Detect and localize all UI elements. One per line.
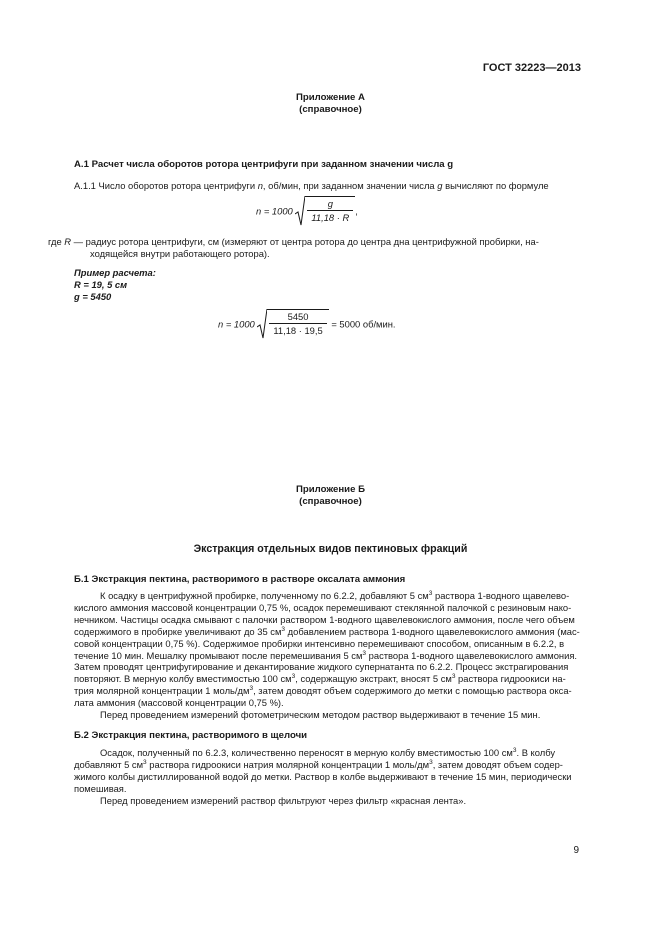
where-clause bbox=[48, 236, 583, 260]
appendix-a-subtitle: (справочное) bbox=[299, 104, 362, 115]
formula-2 bbox=[218, 309, 396, 339]
b2-line-2: жимого колбы дистиллированной водой до метки. Раствор в колбе выдерживают в течение 15 мин, периодически bbox=[74, 770, 572, 782]
formula-2-denominator: 11,18 · 19,5 bbox=[273, 325, 323, 336]
a11-prefix: А.1.1 Число оборотов ротора центрифуги bbox=[74, 180, 258, 191]
where-text: — радиус ротора центрифуги, см (измеряют от центра ротора до центра дна центрифужной пробирки, на- bbox=[71, 236, 539, 247]
b2-line-3: помешивая. bbox=[74, 782, 127, 794]
sqrt-sign-2 bbox=[257, 309, 328, 339]
formula-1-lhs: n = 1000 bbox=[256, 205, 293, 217]
paragraph-a11 bbox=[74, 180, 549, 191]
formula-1-numerator: g bbox=[307, 198, 353, 211]
b1-last-line: Перед проведением измерений фотометрическим методом раствор выдерживают в течение 15 мин. bbox=[100, 709, 541, 721]
section-b2-body bbox=[74, 747, 582, 807]
page-number: 9 bbox=[573, 845, 579, 856]
b2-last-line: Перед проведением измерений раствор фильтруют через фильтр «красная лента». bbox=[100, 794, 467, 806]
b1-line-9: лата аммония (массовой концентрации 0,75 %). bbox=[74, 697, 284, 709]
formula-1-denominator: 11,18 · R bbox=[311, 212, 350, 223]
formula-2-numerator: 5450 bbox=[269, 311, 326, 324]
b1-line-1: кислого аммония массовой концентрации 0,75 %, осадок перемешивают стеклянной палочкой с резиновым нако- bbox=[74, 601, 572, 613]
section-b2-heading: Б.2 Экстракция пектина, растворимого в щелочи bbox=[74, 730, 308, 741]
b1-line-2: нечником. Частицы осадка смывают с палочки раствором 1-водного щавелевокислого аммония, после чего объем bbox=[74, 613, 575, 625]
where-text-2: ходящейся внутри работающего ротора). bbox=[90, 248, 270, 259]
example-r: R = 19, 5 см bbox=[74, 279, 128, 290]
example-label: Пример расчета: bbox=[74, 267, 156, 278]
example-g: g = 5450 bbox=[74, 291, 112, 302]
b1-line-7: повторяют. В мерную колбу вместимостью 100 $см^3$, содержащую экстракт, вносят 5 $см^3$ раствора гидроокиси на- bbox=[74, 673, 566, 685]
formula-2-result: = 5000 об/мин. bbox=[331, 318, 396, 330]
section-a1-heading: А.1 Расчет числа оборотов ротора центрифуги при заданном значении числа g bbox=[74, 159, 454, 170]
where-prefix: где bbox=[48, 236, 65, 247]
section-b1-body bbox=[74, 590, 582, 721]
b1-line-0: К осадку в центрифужной пробирке, полученному по 6.2.2, добавляют 5 $см^3$ раствора 1-водного щавелево- bbox=[100, 590, 570, 601]
formula-1-tail: , bbox=[355, 205, 358, 217]
appendix-b-main-heading: Экстракция отдельных видов пектиновых фракций bbox=[193, 543, 468, 555]
a11-mid: , об/мин, при заданном значении числа bbox=[262, 180, 438, 191]
var-n: n bbox=[257, 180, 263, 191]
a11-suffix: вычисляют по формуле bbox=[442, 180, 549, 191]
b2-line-1: добавляют 5 $см^3$ раствора гидроокиси натрия молярной концентрации 1 моль/$дм^3$, затем доводят объем содер- bbox=[74, 758, 563, 770]
b1-line-3: содержимого в пробирке увеличивают до 35 $см^3$ добавлением раствора 1-водного щавелевокислого аммония (мас- bbox=[74, 625, 580, 637]
b1-line-6: Затем проводят центрифугирование и декантирование жидкого супернатанта по 6.2.2. Процесс экстрагирования bbox=[74, 661, 569, 673]
where-var-r: R bbox=[64, 236, 72, 247]
sqrt-sign bbox=[295, 196, 355, 226]
document-code: ГОСТ 32223—2013 bbox=[482, 62, 581, 74]
formula-1 bbox=[256, 196, 358, 226]
b1-line-5: течение 10 мин. Мешалку промывают после перемешивания 5 $см^3$ раствора 1-водного щавелевокислого аммония. bbox=[74, 649, 578, 661]
b2-line-0: Осадок, полученный по 6.2.3, количественно переносят в мерную колбу вместимостью 100 $см^3$. В колбу bbox=[100, 747, 556, 758]
appendix-a-title: Приложение А bbox=[296, 92, 365, 103]
var-g: g bbox=[437, 180, 443, 191]
formula-2-lhs: n = 1000 bbox=[218, 318, 255, 330]
section-b1-heading: Б.1 Экстракция пектина, растворимого в растворе оксалата аммония bbox=[74, 574, 406, 585]
b1-line-4: совой концентрации 0,75 %). Содержимое пробирки интенсивно перемешивают способом, описанным в 6.2.2, в bbox=[74, 637, 565, 649]
appendix-b-subtitle: (справочное) bbox=[299, 496, 362, 507]
appendix-b-title: Приложение Б bbox=[296, 484, 365, 495]
b1-line-8: трия молярной концентрации 1 моль/$дм^3$, затем доводят объем содержимого до метки с помощью раствора окса- bbox=[74, 685, 572, 697]
